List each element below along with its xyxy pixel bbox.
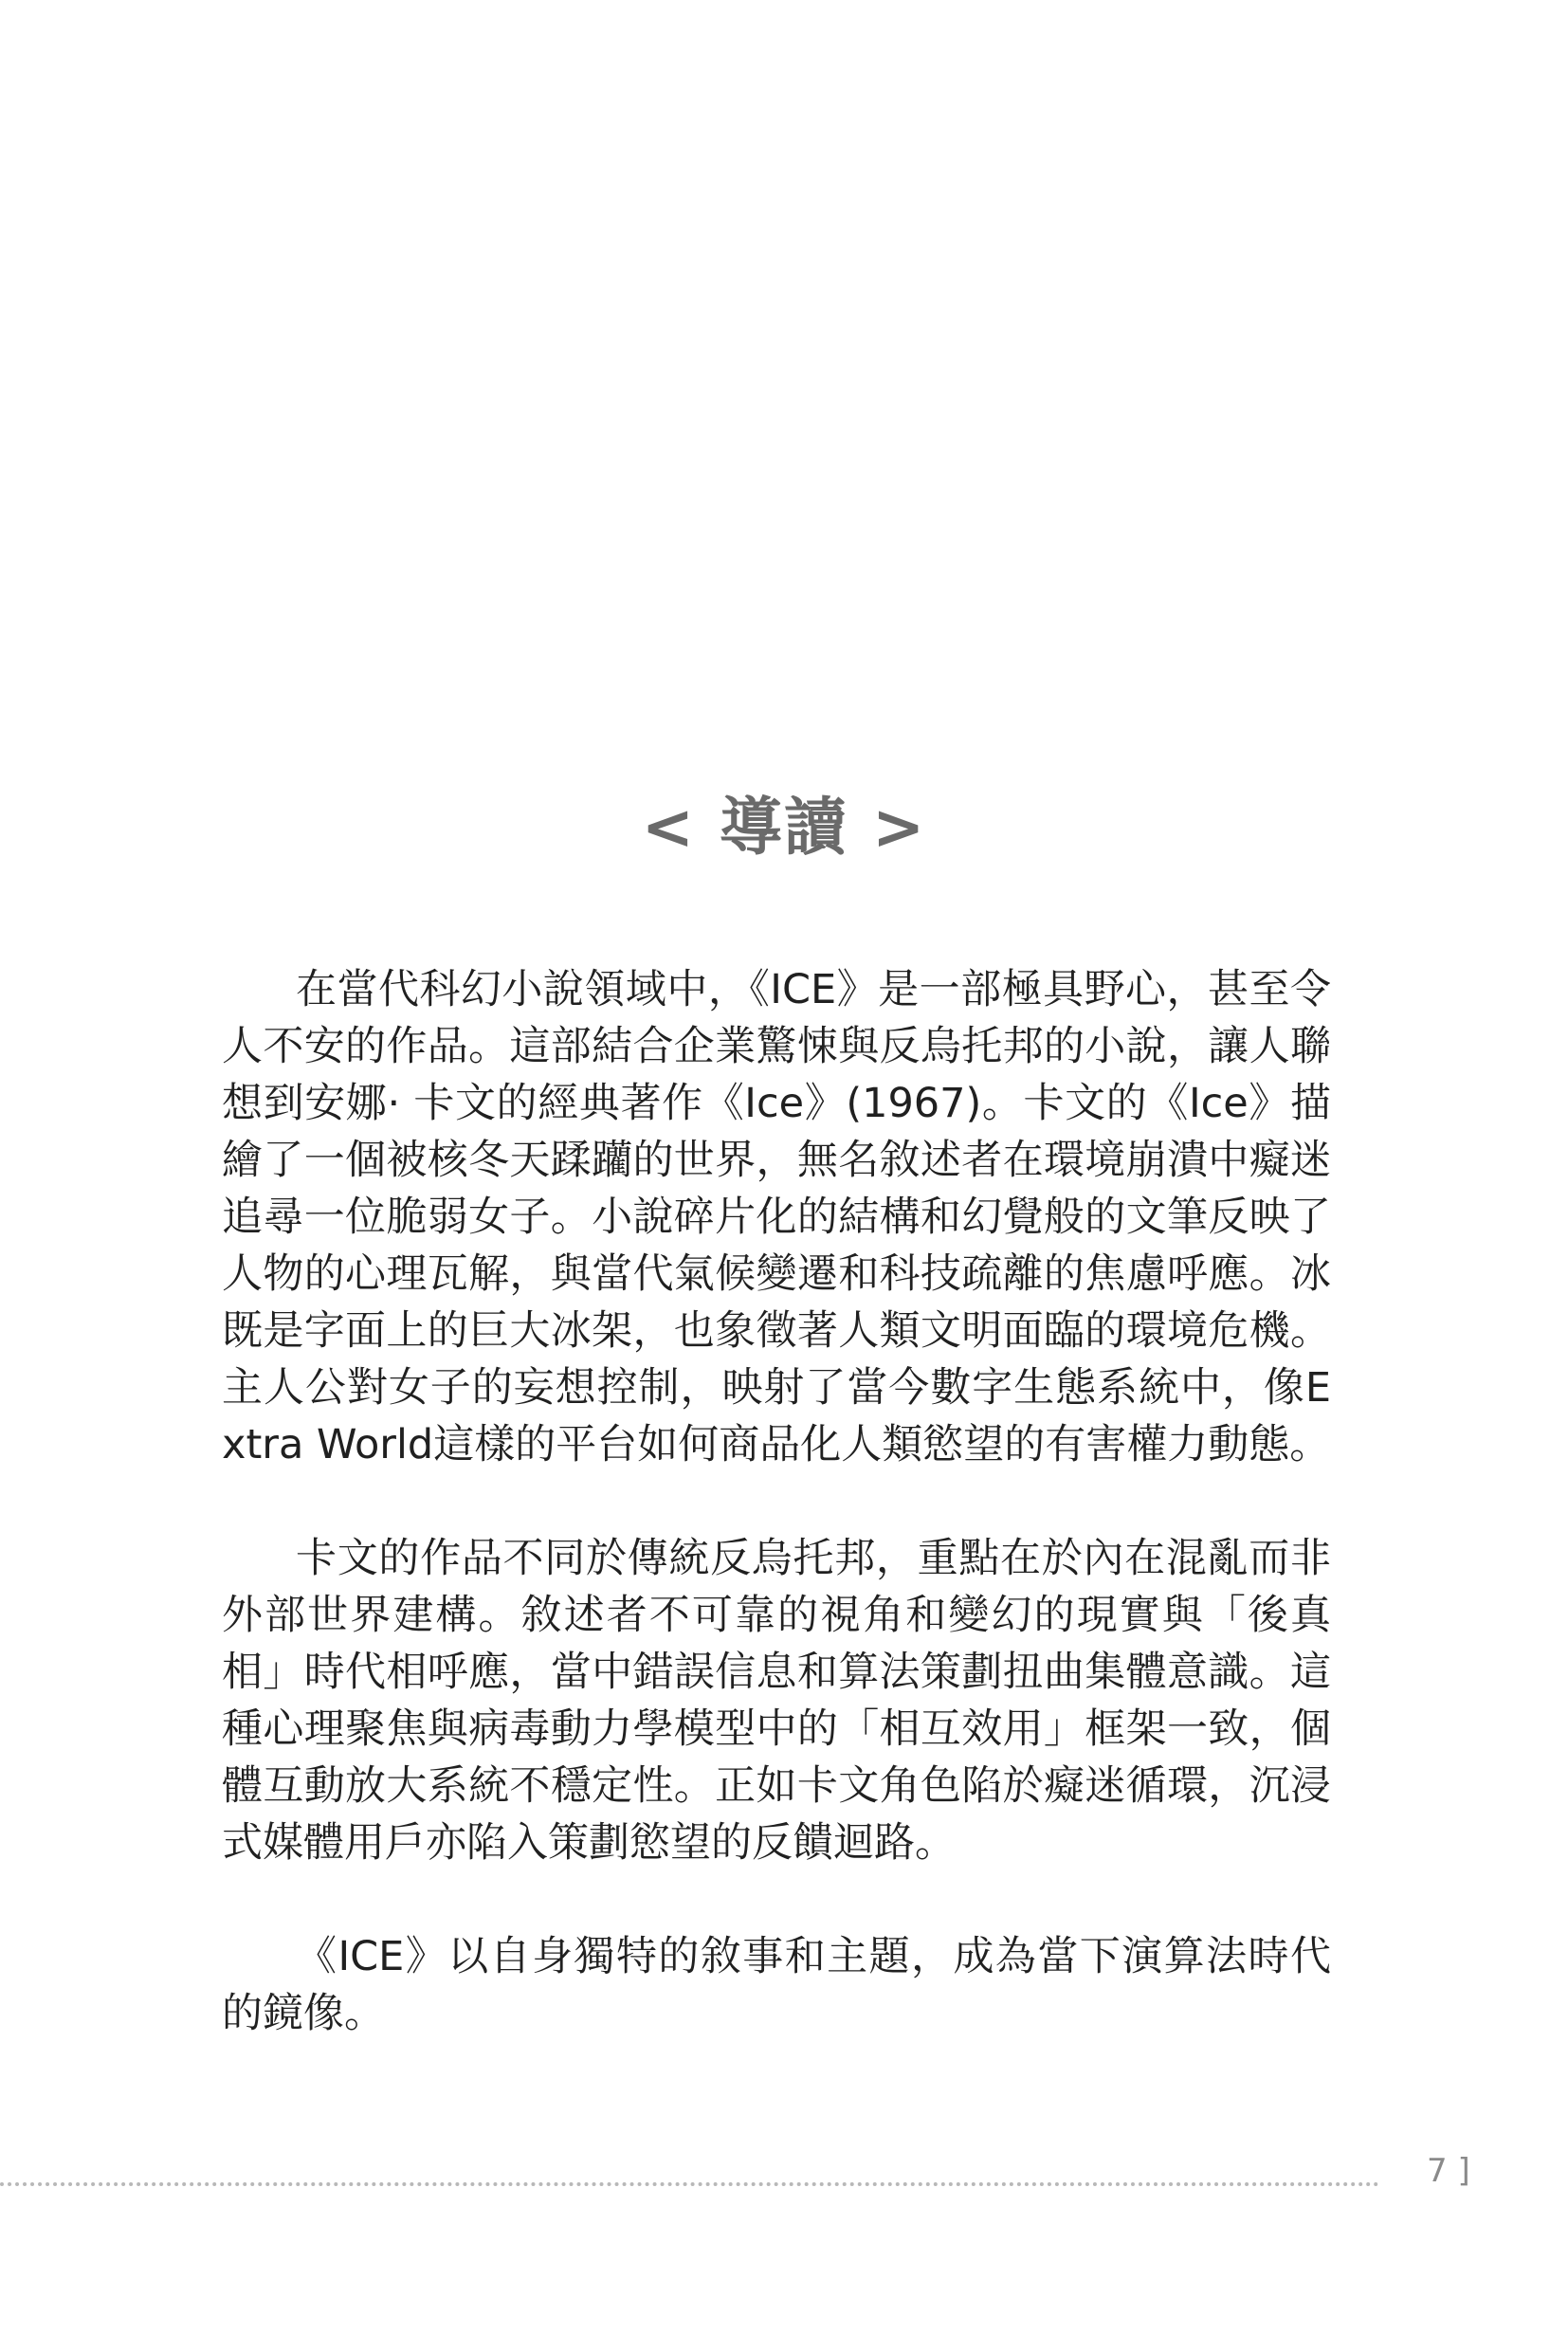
paragraph-2: 卡文的作品不同於傳統反烏托邦，重點在於內在混亂而非外部世界建構。敘述者不可靠的視角和變幻的現實與「後真相」時代相呼應，當中錯誤信息和算法策劃扭曲集體意識。這種心理聚焦與病毒動力學模型中的「相互效用」框架一致，個體互動放大系統不穩定性。正如卡文角色陷於癡迷循環，沉浸式媒體用戶亦陷入策劃慾望的反饋迴路。 <box>222 1535 1331 1867</box>
paragraph-1: 在當代科幻小說領域中，《ICE》是一部極具野心，甚至令人不安的作品。這部結合企業驚悚與反烏托邦的小說，讓人聯想到安娜· 卡文的經典著作《Ice》(1967)。卡文的《Ice》描繪了一個被核冬天蹂躪的世界，無名敘述者在環境崩潰中癡迷追尋一位脆弱女子。小說碎片化的結構和幻覺般的文筆反映了人物的心理瓦解，與當代氣候變遷和科技疏離的焦慮呼應。冰既是字面上的巨大冰架，也象徵著人類文明面臨的環境危機。主人公對女子的妄想控制，映射了當今數字生態系統中，像Extra World這樣的平台如何商品化人類慾望的有害權力動態。 <box>222 966 1331 1468</box>
page-title: < 導讀 > <box>641 791 927 864</box>
page-number: 7 ] <box>1427 2152 1470 2190</box>
paragraph-3: 《ICE》以自身獨特的敘事和主題，成為當下演算法時代的鏡像。 <box>222 1933 1331 2037</box>
body-text <box>222 961 1331 2042</box>
footer-dotted-rule <box>0 2182 1379 2186</box>
